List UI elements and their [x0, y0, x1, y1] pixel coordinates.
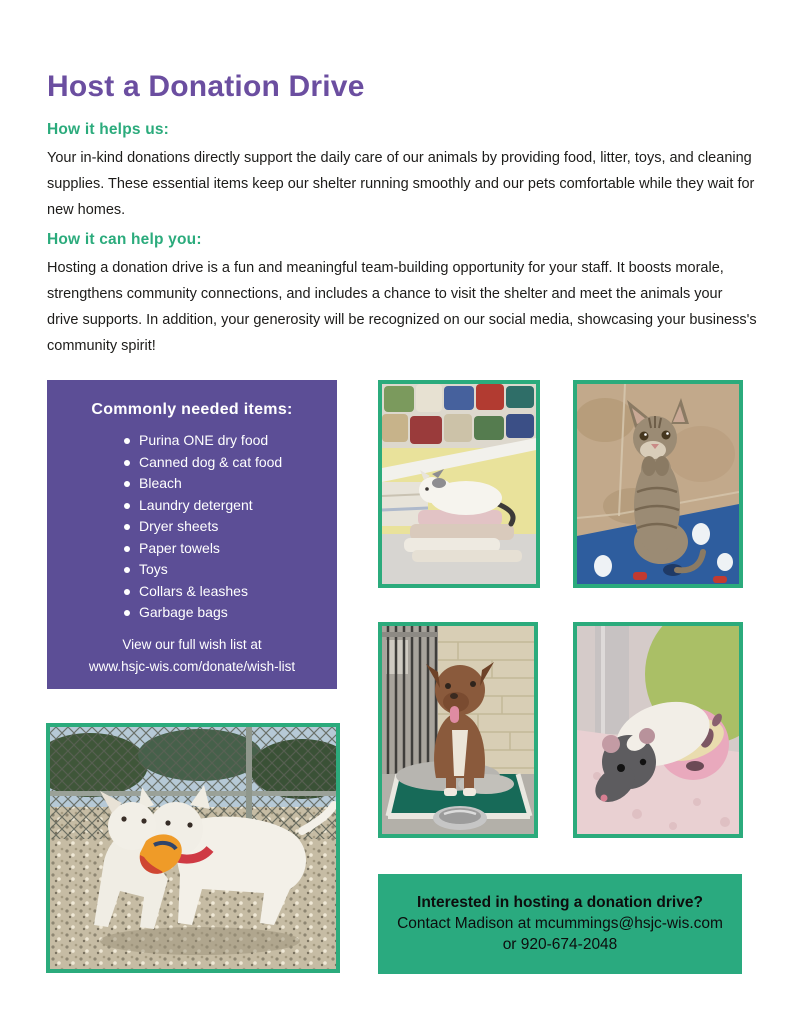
- needed-items-heading: Commonly needed items:: [91, 401, 293, 418]
- rat-illustration: [577, 626, 739, 834]
- photo-rat: [573, 622, 743, 838]
- list-item: Garbage bags: [139, 602, 337, 624]
- wish-list-url: www.hsjc-wis.com/donate/wish-list: [88, 658, 296, 674]
- section-body-helps-us: Your in-kind donations directly support the daily care of our animals by providing food, litter, toys, and cleaning supplies. These essential items keep our shelter running smoothly and our pets comfortable while they wait for new homes.: [47, 149, 755, 218]
- needed-items-list: [47, 430, 337, 624]
- dog-kennel-illustration: [382, 626, 534, 834]
- section-heading-helps-us: How it helps us:: [47, 120, 170, 138]
- list-item: Laundry detergent: [139, 495, 337, 517]
- contact-panel: [378, 874, 742, 974]
- list-item: Bleach: [139, 473, 337, 495]
- two-dogs-illustration: [50, 727, 336, 969]
- contact-question: Interested in hosting a donation drive?: [417, 894, 703, 911]
- list-item: Dryer sheets: [139, 516, 337, 538]
- wish-list-text: View our full wish list at: [122, 636, 262, 652]
- list-item: Canned dog & cat food: [139, 452, 337, 474]
- photo-cat-shelf: [378, 380, 540, 588]
- section-body-helps-you: Hosting a donation drive is a fun and meaningful team-building opportunity for your staff. It boosts morale, strengthens community connections, and includes a chance to visit the shelter and meet the animals your drive supports. In addition, your generosity will be recognized on our social media, showcasing your business's community spirit!: [47, 259, 757, 354]
- list-item: Paper towels: [139, 538, 337, 560]
- photo-dog-kennel: [378, 622, 538, 838]
- kitten-illustration: [577, 384, 739, 584]
- list-item: Collars & leashes: [139, 581, 337, 603]
- page-title: Host a Donation Drive: [47, 70, 365, 104]
- contact-phone-line: or 920-674-2048: [502, 936, 618, 953]
- photo-two-dogs: [46, 723, 340, 973]
- wish-list-note: [47, 634, 337, 678]
- needed-items-panel: [47, 380, 337, 689]
- list-item: Purina ONE dry food: [139, 430, 337, 452]
- list-item: Toys: [139, 559, 337, 581]
- contact-email-line: Contact Madison at mcummings@hsjc-wis.com: [397, 915, 723, 932]
- section-heading-helps-you: How it can help you:: [47, 230, 202, 248]
- photo-kitten: [573, 380, 743, 588]
- cat-shelf-illustration: [382, 384, 536, 584]
